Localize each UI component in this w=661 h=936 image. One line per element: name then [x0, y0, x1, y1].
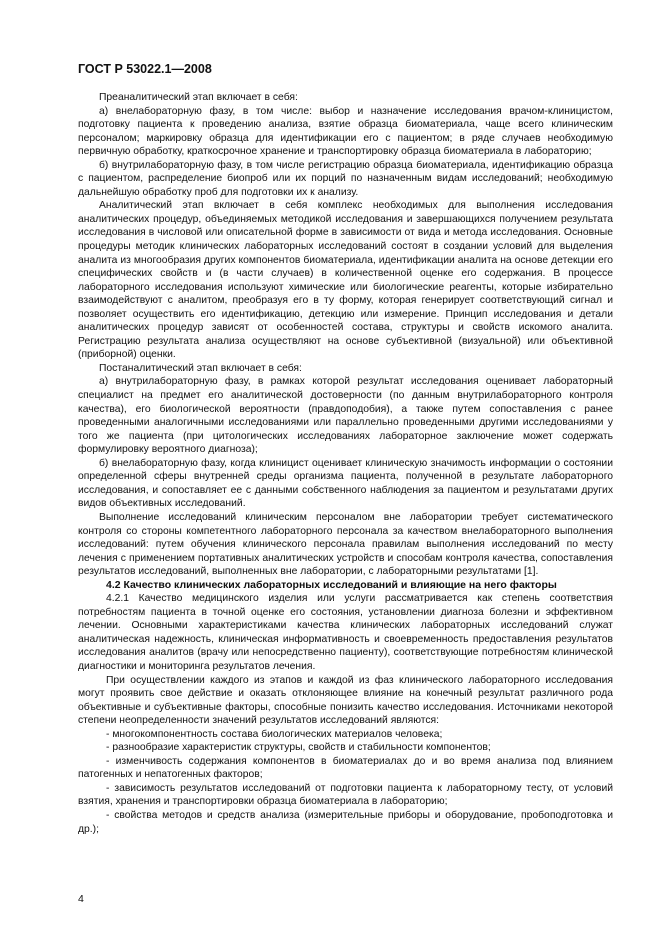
paragraph: Выполнение исследований клиническим персоналом вне лаборатории требует систематического контроля со стороны компетентного лабораторного персонала за качеством внелабораторного выполнения исследований: путем обучения клинического персонала правилам выполнения исследований по месту лечения с применением портативных аналитических устройств и способам контроля качества, сопоставления результатов исследований, выполненных вне лаборатории, с лабораторными результатами [1]. [78, 511, 613, 578]
list-item: - изменчивость содержания компонентов в биоматериалах до и во время анализа под влиянием патогенных и непатогенных факторов; [78, 755, 613, 781]
page-number: 4 [78, 893, 84, 905]
paragraph: а) внутрилабораторную фазу, в рамках которой результат исследования оценивает лабораторный специалист на предмет его аналитической достоверности (по данным внутрилабораторного контроля качества), его биологической вероятности (правдоподобия), а также путем сопоставления с ранее проведенными аналогичными исследованиями или параллельно проведенными другими исследованиями у того же пациента (при цитологических исследованиях лабораторное заключение может содержать формулировку вероятного диагноза); [78, 376, 613, 456]
list-item: - свойства методов и средств анализа (измерительные приборы и оборудование, пробоподготовка и др.); [78, 809, 613, 835]
paragraph: б) внелабораторную фазу, когда клиницист оценивает клиническую значимость информации о состоянии определенной сферы внутренней среды организма пациента, полученной в результате лабораторного исследования, и сопоставляет ее с данными собственного наблюдения за пациентом и результатами других видов объективных исследований. [78, 457, 613, 510]
document-header: ГОСТ Р 53022.1—2008 [78, 62, 212, 76]
paragraph: б) внутрилабораторную фазу, в том числе регистрацию образца биоматериала, идентификацию образца с пациентом, распределение биопроб или их порций по назначенным видам исследований; необходимую дальнейшую обработку проб для подготовки их к анализу. [78, 159, 613, 198]
list-item: - многокомпонентность состава биологических материалов человека; [106, 728, 443, 740]
paragraph: Преаналитический этап включает в себя: [99, 92, 298, 103]
paragraph: При осуществлении каждого из этапов и каждой из фаз клинического лабораторного исследования могут проявить свое действие и оказать отклоняющее влияние на конечный результат различного рода объективные и субъективные факторы, способные понизить качество исследования. Источниками некоторой степени неопределенности значений результатов исследований являются: [78, 674, 613, 727]
list-item: - зависимость результатов исследований от подготовки пациента к лабораторному тесту, от условий взятия, хранения и транспортировки образца биоматериала в лабораторию; [78, 782, 613, 808]
list-item: - разнообразие характеристик структуры, свойств и стабильности компонентов; [106, 742, 491, 754]
document-page [78, 62, 613, 836]
paragraph: Аналитический этап включает в себя комплекс необходимых для выполнения исследования аналитических процедур, объединяемых методикой исследования и завершающихся получением результата исследования в числовой или описательной форме в зависимости от вида и метода исследования. Основные процедуры методик клинических лабораторных исследований состоят в создании условий для выделения аналита из многообразия других компонентов биоматериала, идентификации аналита на основе детекции его специфических свойств и (в части случаев) в количественной оценке его содержания. В процессе лабораторного исследования используют химические или биологические реагенты, которые избирательно взаимодействуют с аналитом, преобразуя его в ту форму, которая генерирует соответствующий сигнал и позволяет осуществить его идентификацию, детекцию или измерение. Принцип исследования и детали аналитических процедур зависят от особенностей состава, структуры и свойств искомого аналита. Регистрацию результата анализа осуществляют на основе субъективной (визуальной) или объективной (приборной) оценки. [78, 200, 613, 361]
paragraph: Постаналитический этап включает в себя: [99, 362, 302, 374]
section-heading: 4.2 Качество клинических лабораторных исследований и влияющие на него факторы [106, 578, 557, 591]
paragraph: а) внелабораторную фазу, в том числе: выбор и назначение исследования врачом-клиницистом, подготовку пациента к проведению анализа, взятие образца биоматериала, чаще всего клиническим персоналом; маркировку образца для идентификации его с пациентом; в ряде случаев необходимую первичную обработку, краткосрочное хранение и транспортировку образца биоматериала в лабораторию; [78, 105, 613, 158]
paragraph: 4.2.1 Качество медицинского изделия или услуги рассматривается как степень соответствия потребностям пациента в точной оценке его состояния, установлении диагноза болезни и эффективном лечении. Основными характеристиками качества клинических лабораторных исследований служат аналитическая надежность, клиническая информативность и своевременность предоставления результатов исследования аналитов (врачу или непосредственно пациенту), соответствующие потребностям клинической диагностики и мониторинга результатов лечения. [78, 593, 613, 672]
